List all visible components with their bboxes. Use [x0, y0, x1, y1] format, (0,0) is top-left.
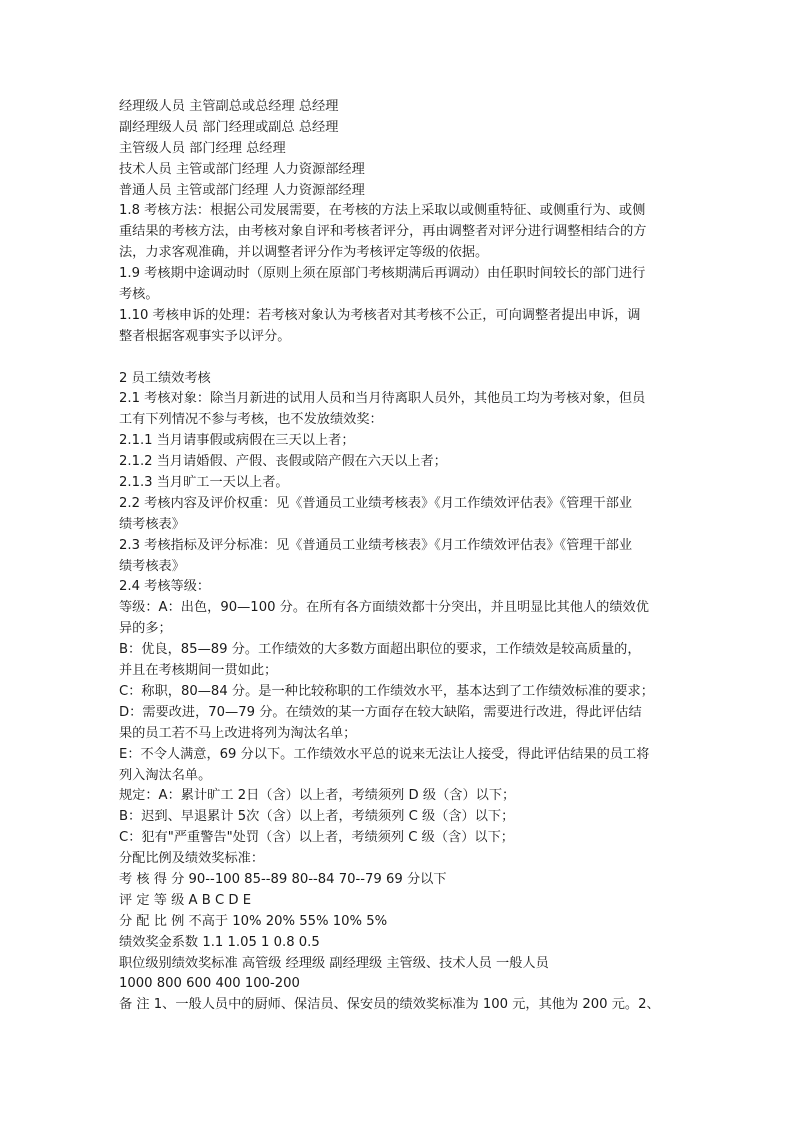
text-line: 2.1.2 当月请婚假、产假、丧假或陪产假在六天以上者；	[119, 454, 447, 470]
text-line: C：犯有"严重警告"处罚（含）以上者，考绩须列 C 级（含）以下；	[119, 830, 514, 846]
text-line: 1.8 考核方法：根据公司发展需要，在考核的方法上采取以或侧重特征、或侧重行为、或侧	[119, 203, 646, 219]
text-line: 法，力求客观准确，并以调整者评分作为考核评定等级的依据。	[119, 245, 489, 261]
text-line: 1.10 考核申诉的处理：若考核对象认为考核者对其考核不公正，可向调整者提出申诉，调	[119, 307, 641, 323]
text-line: 2.4 考核等级：	[119, 579, 211, 595]
document-body	[119, 97, 679, 1016]
text-line: 1.9 考核期中途调动时（原则上须在原部门考核期满后再调动）由任职时间较长的部门进行	[119, 266, 646, 282]
text-line: 2.3 考核指标及评分标准：见《普通员工业绩考核表》《月工作绩效评估表》《管理干部业	[119, 537, 633, 553]
text-line: 主管级人员 部门经理 总经理	[119, 140, 286, 156]
text-line: 等级：A：出色，90—100 分。在所有各方面绩效都十分突出，并且明显比其他人的绩效优	[119, 600, 649, 616]
text-line: 考核。	[119, 287, 159, 303]
text-line: 备 注 1、一般人员中的厨师、保洁员、保安员的绩效奖标准为 100 元，其他为 200 元。2、	[119, 997, 660, 1013]
text-line: 评 定 等 级 A B C D E	[119, 892, 252, 908]
text-line: 2.1 考核对象：除当月新进的试用人员和当月待离职人员外，其他员工均为考核对象，但员	[119, 391, 646, 407]
text-line: 规定：A：累计旷工 2日（含）以上者，考绩须列 D 级（含）以下；	[119, 788, 516, 804]
text-line: 整者根据客观事实予以评分。	[119, 328, 291, 344]
text-line: 2.2 考核内容及评价权重：见《普通员工业绩考核表》《月工作绩效评估表》《管理干部业	[119, 495, 633, 511]
text-line: 2 员工绩效考核	[119, 370, 211, 386]
text-line: 2.1.1 当月请事假或病假在三天以上者；	[119, 433, 355, 449]
text-line: 技术人员 主管或部门经理 人力资源部经理	[119, 161, 365, 177]
text-line: D：需要改进，70—79 分。在绩效的某一方面存在较大缺陷，需要进行改进，得此评估结	[119, 704, 642, 720]
text-line: 分配比例及绩效奖标准：	[119, 851, 265, 867]
text-line: 异的多；	[119, 621, 172, 637]
text-line: 1000 800 600 400 100-200	[119, 976, 300, 992]
text-line: 副经理级人员 部门经理或副总 总经理	[119, 119, 339, 135]
text-line: 分 配 比 例 不高于 10% 20% 55% 10% 5%	[119, 913, 388, 929]
text-line: 普通人员 主管或部门经理 人力资源部经理	[119, 182, 365, 198]
text-line: 列入淘汰名单。	[119, 767, 212, 783]
text-line: 职位级别绩效奖标准 高管级 经理级 副经理级 主管级、技术人员 一般人员	[119, 955, 549, 971]
text-line: B：迟到、早退累计 5次（含）以上者，考绩须列 C 级（含）以下；	[119, 809, 515, 825]
text-line: 绩考核表》	[119, 558, 185, 574]
text-line: 果的员工若不马上改进将列为淘汰名单；	[119, 725, 357, 741]
text-line: 绩效奖金系数 1.1 1.05 1 0.8 0.5	[119, 934, 320, 950]
text-line: 工有下列情况不参与考核，也不发放绩效奖：	[119, 412, 383, 428]
text-line: B：优良，85—89 分。工作绩效的大多数方面超出职位的要求，工作绩效是较高质量的，	[119, 642, 641, 658]
text-line: 绩考核表》	[119, 516, 185, 532]
text-line: 并且在考核期间一贯如此；	[119, 663, 278, 679]
blank-line	[119, 348, 679, 369]
text-line: 重结果的考核方法，由考核对象自评和考核者评分，再由调整者对评分进行调整相结合的方	[119, 224, 647, 240]
text-line: E：不令人满意，69 分以下。工作绩效水平总的说来无法让人接受，得此评估结果的员工将	[119, 746, 650, 762]
text-line: 考 核 得 分 90--100 85--89 80--84 70--79 69 分以下	[119, 871, 447, 887]
text-line: 2.1.3 当月旷工一天以上者。	[119, 475, 289, 491]
text-line: 经理级人员 主管副总或总经理 总经理	[119, 99, 339, 114]
text-line: C：称职，80—84 分。是一种比较称职的工作绩效水平，基本达到了工作绩效标准的要求；	[119, 683, 654, 699]
